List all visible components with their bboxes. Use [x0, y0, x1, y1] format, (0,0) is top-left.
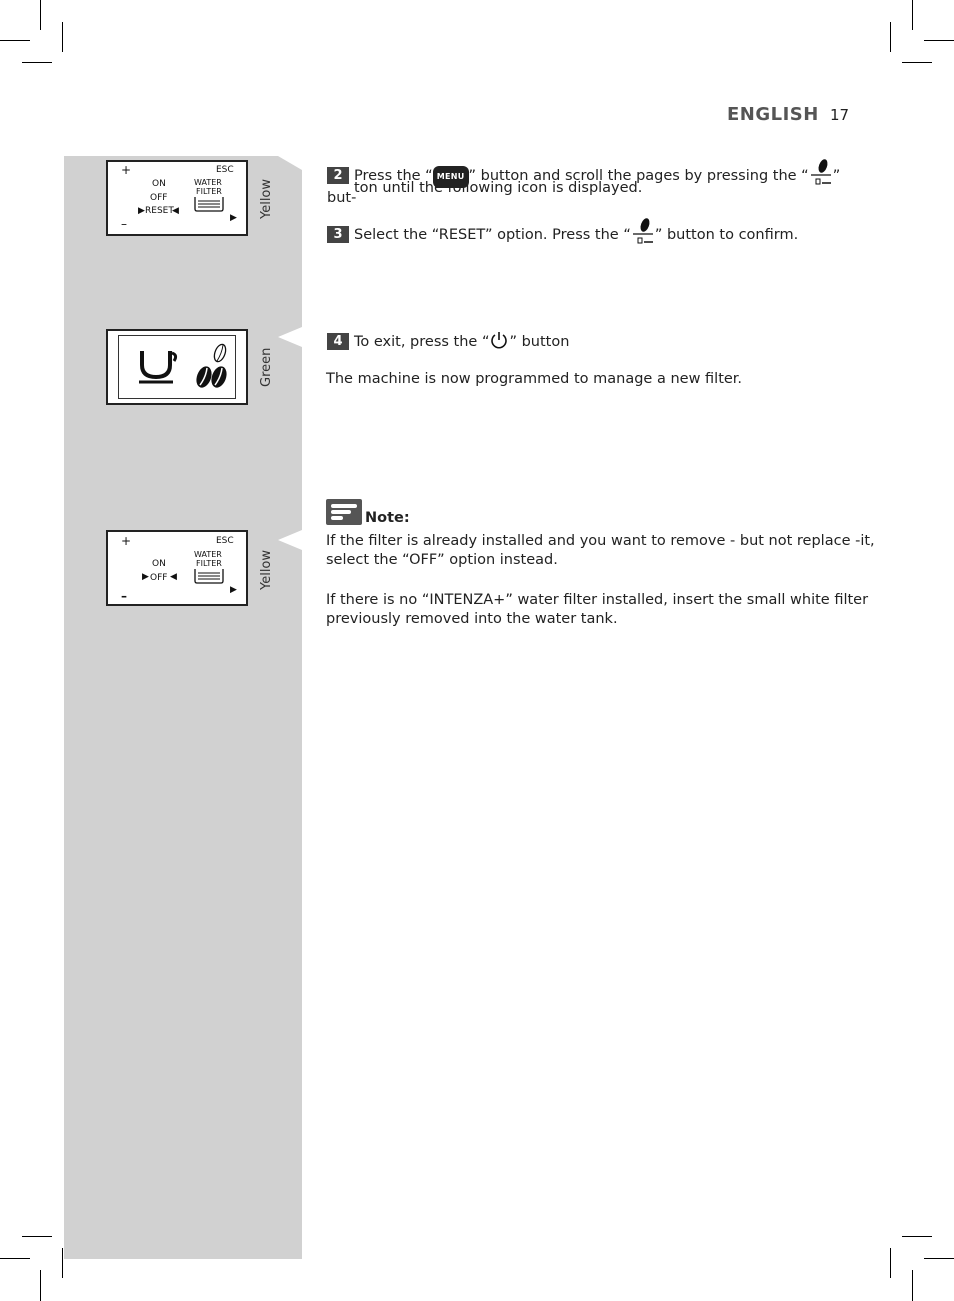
crop-mark [912, 0, 913, 30]
lcd-selector-left-icon: ◀ [172, 206, 179, 216]
lcd-arrow-right-icon: ▶ [230, 585, 237, 595]
crop-mark [40, 1270, 41, 1301]
crop-mark [22, 1236, 52, 1237]
lcd-display-cup [106, 329, 248, 405]
step-number: 2 [327, 167, 349, 184]
power-icon [489, 330, 509, 350]
lcd-selector-right-icon: ▶ [138, 206, 145, 216]
crop-mark [890, 1248, 891, 1278]
note-title: Note: [365, 510, 410, 526]
intenza-line: If there is no “INTENZA+” water filter installed, insert the small white filter [326, 592, 869, 608]
step-number: 4 [327, 333, 349, 350]
step-number: 3 [327, 226, 349, 243]
crop-mark [902, 62, 932, 63]
lcd-filter: FILTER [196, 187, 222, 196]
lcd-minus: – [121, 217, 127, 231]
crop-mark [62, 22, 63, 52]
crop-mark [902, 1236, 932, 1237]
lcd-esc: ESC [216, 165, 234, 175]
cup-icon [138, 347, 182, 387]
step-4 [327, 330, 847, 352]
step-text: Press the “ [354, 168, 433, 184]
coffee-beans-icon [192, 341, 232, 391]
lcd-reset: RESET [145, 206, 174, 216]
filter-icon [194, 568, 224, 584]
note-icon [326, 499, 362, 525]
lcd-off: OFF [150, 193, 168, 203]
crop-mark [0, 40, 30, 41]
display-color-label: Yellow [259, 178, 274, 219]
crop-mark [890, 22, 891, 52]
crop-mark [924, 40, 954, 41]
crop-mark [22, 62, 52, 63]
display-color-label: Green [259, 347, 274, 387]
lcd-plus: + [121, 163, 132, 177]
lcd-arrow-right-icon: ▶ [230, 213, 237, 223]
panel-notch [278, 530, 302, 550]
note-line: If the filter is already installed and you want to remove - but not replace -it, [326, 533, 875, 549]
programmed-paragraph: The machine is now programmed to manage a new filter. [326, 371, 743, 387]
panel-notch [278, 156, 302, 170]
step-2-continued: ton until the following icon is displayed. [354, 180, 643, 196]
display-color-label: Yellow [259, 549, 274, 590]
step-text: ” but- [327, 168, 841, 206]
note-line: select the “OFF” option instead. [326, 552, 558, 568]
lcd-on: ON [152, 179, 166, 189]
language-header: ENGLISH [727, 104, 819, 125]
crop-mark [0, 1258, 30, 1259]
menu-button-icon: MENU [433, 166, 469, 188]
aroma-button-icon [631, 217, 655, 247]
illustration-panel [64, 156, 302, 1259]
lcd-display-off [106, 530, 248, 606]
page-number: 17 [830, 106, 850, 124]
step-text: ” button to confirm. [654, 227, 799, 243]
step-text: To exit, press the “ [354, 334, 490, 350]
filter-icon [194, 196, 224, 212]
step-text: ” button and scroll the pages by pressing the “ [468, 168, 809, 184]
lcd-off: OFF [150, 573, 168, 583]
lcd-selector-left-icon: ◀ [170, 572, 177, 582]
crop-mark [62, 1248, 63, 1278]
lcd-selector-right-icon: ▶ [142, 572, 149, 582]
step-text: ” button [509, 334, 570, 350]
intenza-line: previously removed into the water tank. [326, 611, 618, 627]
lcd-water: WATER [194, 178, 222, 187]
lcd-plus: + [121, 534, 132, 548]
lcd-on: ON [152, 559, 166, 569]
step-3 [327, 217, 847, 247]
crop-mark [40, 0, 41, 30]
lcd-esc: ESC [216, 536, 234, 546]
crop-mark [912, 1270, 913, 1301]
crop-mark [924, 1258, 954, 1259]
lcd-filter: FILTER [196, 559, 222, 568]
lcd-water: WATER [194, 550, 222, 559]
panel-notch [278, 327, 302, 347]
lcd-minus: – [121, 589, 127, 603]
lcd-display-reset [106, 160, 248, 236]
step-text: Select the “RESET” option. Press the “ [354, 227, 631, 243]
